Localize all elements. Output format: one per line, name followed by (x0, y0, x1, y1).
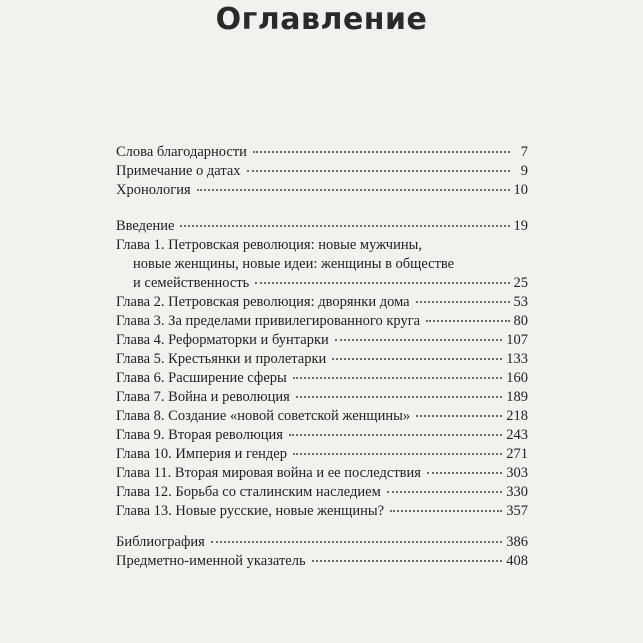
section-gap (116, 200, 528, 217)
entry-title: Глава 6. Расширение сферы (116, 370, 287, 386)
dot-leader (390, 509, 502, 512)
entry-page: 160 (506, 370, 528, 386)
entry-title: Глава 13. Новые русские, новые женщины? (116, 503, 385, 519)
entry-title-line-3: и семейственность (133, 275, 250, 291)
entry-page: 25 (513, 275, 528, 291)
toc-entry-chapter-12[interactable] (116, 483, 528, 502)
entry-title-line-1: Глава 1. Петровская революция: новые мужчины, (116, 237, 422, 253)
entry-page: 107 (506, 332, 528, 348)
toc-entry-chronology[interactable] (116, 181, 528, 200)
toc-entry-dates-note[interactable] (116, 162, 528, 181)
toc-entry-chapter-13[interactable] (116, 502, 528, 521)
toc-entry-chapter-1[interactable] (116, 236, 528, 293)
entry-page: 53 (513, 294, 528, 310)
toc-entry-chapter-4[interactable] (116, 331, 528, 350)
entry-page: 218 (506, 408, 528, 424)
dot-leader (211, 540, 502, 543)
toc-entry-chapter-11[interactable] (116, 464, 528, 483)
toc-entry-chapter-3[interactable] (116, 312, 528, 331)
section-gap (116, 521, 528, 533)
entry-title: Глава 3. За пределами привилегированного круга (116, 313, 421, 329)
dot-leader (197, 188, 510, 191)
entry-page: 189 (506, 389, 528, 405)
entry-title: Библиография (116, 534, 205, 550)
toc-entry-chapter-2[interactable] (116, 293, 528, 312)
entry-title: Глава 10. Империя и гендер (116, 446, 287, 462)
toc-entry-chapter-5[interactable] (116, 350, 528, 369)
entry-page: 357 (506, 503, 528, 519)
entry-page: 7 (520, 144, 528, 160)
entry-title: Слова благодарности (116, 144, 247, 160)
dot-leader (416, 414, 502, 417)
entry-title: Глава 4. Реформаторки и бунтарки (116, 332, 329, 348)
dot-leader (427, 471, 502, 474)
toc-entry-chapter-7[interactable] (116, 388, 528, 407)
dot-leader (289, 433, 502, 436)
entry-title: Примечание о датах (116, 163, 241, 179)
dot-leader (332, 357, 502, 360)
toc-entry-chapter-9[interactable] (116, 426, 528, 445)
toc-entry-introduction[interactable] (116, 217, 528, 236)
entry-title: Хронология (116, 182, 191, 198)
dot-leader (426, 319, 509, 322)
entry-title: Глава 2. Петровская революция: дворянки дома (116, 294, 410, 310)
entry-title: Глава 9. Вторая революция (116, 427, 283, 443)
toc-entry-chapter-8[interactable] (116, 407, 528, 426)
entry-page: 303 (506, 465, 528, 481)
dot-leader (293, 452, 502, 455)
entry-title: Введение (116, 218, 175, 234)
entry-page: 408 (506, 553, 528, 569)
entry-page: 271 (506, 446, 528, 462)
toc-entry-acknowledgements[interactable] (116, 143, 528, 162)
dot-leader (255, 281, 509, 284)
entry-page: 19 (513, 218, 528, 234)
dot-leader (293, 376, 503, 379)
toc-entry-index[interactable] (116, 552, 528, 571)
entry-last-line (116, 274, 528, 293)
entry-title: Глава 8. Создание «новой советской женщины» (116, 408, 411, 424)
chapter-list (116, 293, 528, 521)
toc-entry-bibliography[interactable] (116, 533, 528, 552)
dot-leader (247, 169, 510, 172)
dot-leader (387, 490, 502, 493)
dot-leader (416, 300, 510, 303)
dot-leader (335, 338, 502, 341)
entry-title: Предметно-именной указатель (116, 553, 306, 569)
dot-leader (296, 395, 502, 398)
page-title: Оглавление (215, 2, 428, 37)
entry-page: 133 (506, 351, 528, 367)
toc-entry-chapter-6[interactable] (116, 369, 528, 388)
entry-page: 243 (506, 427, 528, 443)
dot-leader (253, 150, 510, 153)
toc-entry-chapter-10[interactable] (116, 445, 528, 464)
entry-page: 386 (506, 534, 528, 550)
entry-page: 80 (513, 313, 528, 329)
table-of-contents (116, 143, 528, 571)
entry-page: 9 (520, 163, 528, 179)
dot-leader (312, 559, 503, 562)
dot-leader (180, 224, 509, 227)
entry-title: Глава 11. Вторая мировая война и ее последствия (116, 465, 421, 481)
entry-page: 330 (506, 484, 528, 500)
entry-page: 10 (513, 182, 528, 198)
entry-title: Глава 12. Борьба со сталинским наследием (116, 484, 381, 500)
entry-title: Глава 5. Крестьянки и пролетарки (116, 351, 327, 367)
entry-title: Глава 7. Война и революция (116, 389, 290, 405)
entry-title-line-2: новые женщины, новые идеи: женщины в обществе (133, 256, 455, 272)
